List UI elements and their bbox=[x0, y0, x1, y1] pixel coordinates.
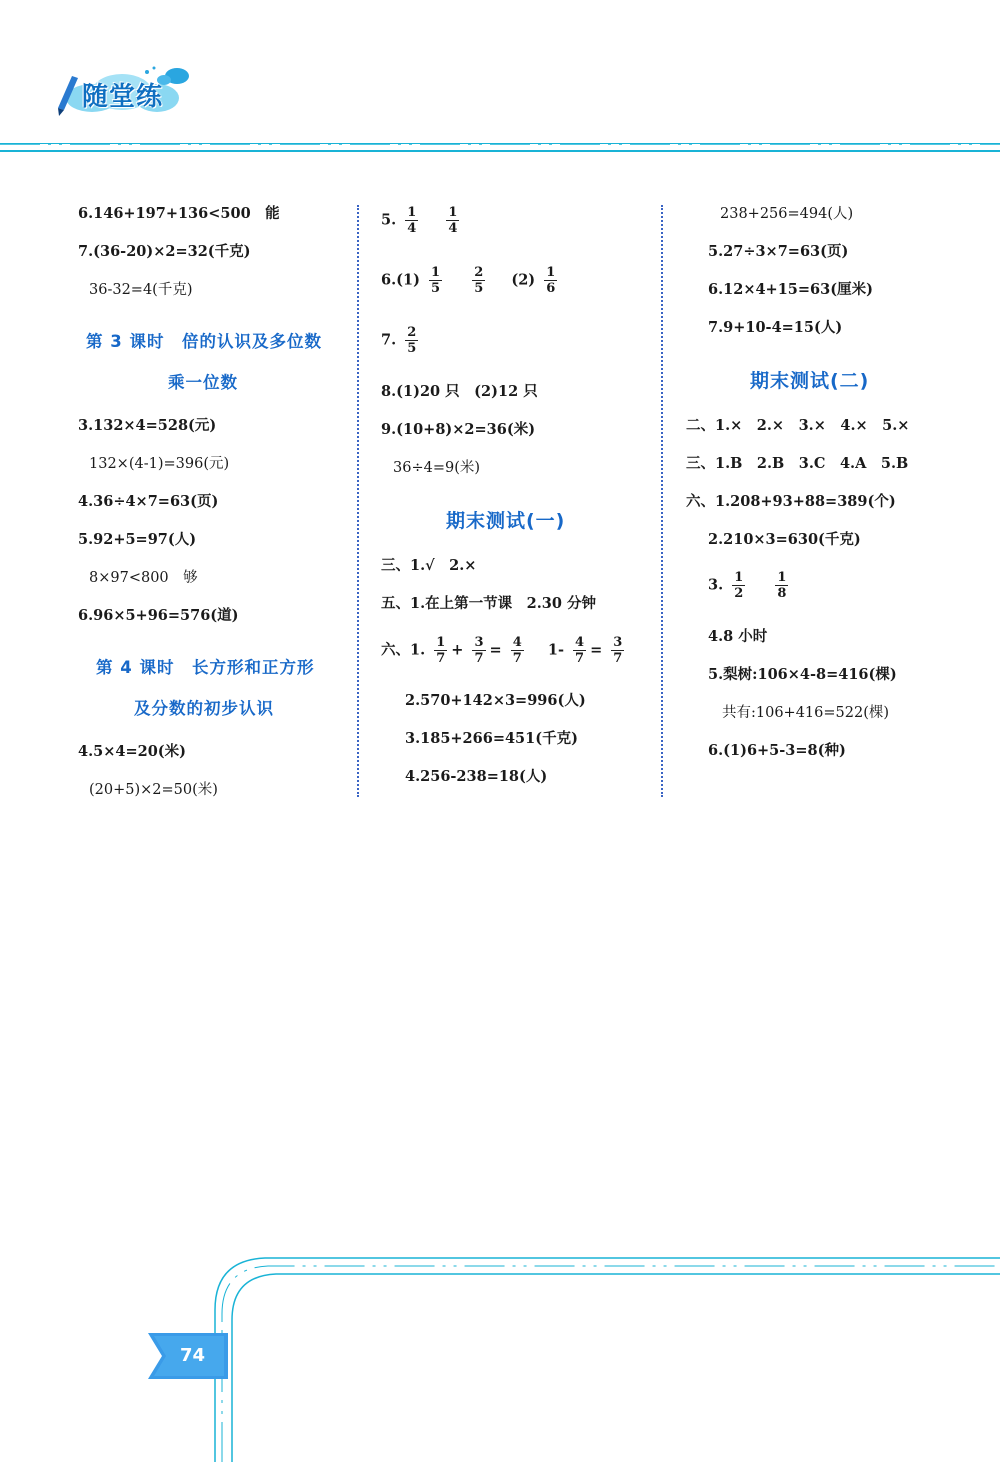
page-number: 74 bbox=[180, 1345, 206, 1366]
answer-line-fractions: 六、1. $\frac{1}{7}$ + $\frac{3}{7}$ = $\frac{4}{7}$ 1- $\frac{4}{7}$ = $\frac{3}{7}$ bbox=[381, 635, 623, 666]
logo-text: 随堂练 bbox=[82, 82, 164, 112]
answer-line: 共有:106+416=522(棵) bbox=[722, 705, 890, 721]
answer-line: 6.96×5+96=576(道) bbox=[78, 607, 239, 624]
answer-line: 3.185+266=451(千克) bbox=[405, 730, 578, 747]
section-title-lesson-3-cont: 乘一位数 bbox=[168, 373, 238, 392]
answer-line: 三、1.√ 2.× bbox=[381, 557, 477, 574]
answer-line: 2.210×3=630(千克) bbox=[708, 531, 861, 548]
answer-line: 3.132×4=528(元) bbox=[78, 417, 217, 434]
answer-line: 36-32=4(千克) bbox=[89, 282, 193, 298]
answer-line: (20+5)×2=50(米) bbox=[89, 782, 218, 798]
answer-line-fractions: 5. $\frac{1}{4}$ $\frac{1}{4}$ bbox=[381, 205, 458, 236]
answer-line: 二、1.× 2.× 3.× 4.× 5.× bbox=[686, 417, 910, 434]
answer-line: 4.256-238=18(人) bbox=[405, 768, 548, 785]
answer-line: 三、1.B 2.B 3.C 4.A 5.B bbox=[686, 455, 909, 472]
answer-line: 5.92+5=97(人) bbox=[78, 531, 197, 548]
answer-line: 8.(1)20 只 (2)12 只 bbox=[381, 383, 538, 400]
answer-line: 5.梨树:106×4-8=416(棵) bbox=[708, 666, 897, 683]
answer-line: 6.146+197+136<500 能 bbox=[78, 205, 280, 222]
section-title-lesson-3: 第 3 课时 倍的认识及多位数 bbox=[86, 332, 322, 351]
answer-line: 132×(4-1)=396(元) bbox=[89, 456, 230, 472]
answer-line: 5.27÷3×7=63(页) bbox=[708, 243, 849, 260]
column-divider-2 bbox=[661, 205, 663, 797]
answer-line-fractions: 3. $\frac{1}{2}$ $\frac{1}{8}$ bbox=[708, 570, 787, 601]
answer-line: 6.12×4+15=63(厘米) bbox=[708, 281, 873, 298]
answer-line: 8×97<800 够 bbox=[89, 570, 198, 586]
answer-line: 4.36÷4×7=63(页) bbox=[78, 493, 219, 510]
answer-line: 9.(10+8)×2=36(米) bbox=[381, 421, 536, 438]
answer-line: 2.570+142×3=996(人) bbox=[405, 692, 586, 709]
answer-line: 五、1.在上第一节课 2.30 分钟 bbox=[381, 595, 596, 612]
answer-line: 7.(36-20)×2=32(千克) bbox=[78, 243, 251, 260]
answer-line: 6.(1)6+5-3=8(种) bbox=[708, 742, 846, 759]
answer-line: 六、1.208+93+88=389(个) bbox=[686, 493, 896, 510]
answer-line-fractions: 6.(1) $\frac{1}{5}$ $\frac{2}{5}$ (2) $\frac{1}{6}$ bbox=[381, 265, 556, 296]
column-divider-1 bbox=[357, 205, 359, 797]
answer-line-fractions: 7. $\frac{2}{5}$ bbox=[381, 325, 417, 356]
answer-line: 36÷4=9(米) bbox=[393, 460, 481, 476]
section-title-lesson-4: 第 4 课时 长方形和正方形 bbox=[96, 658, 315, 677]
answer-line: 238+256=494(人) bbox=[720, 206, 854, 222]
section-title-lesson-4-cont: 及分数的初步认识 bbox=[134, 699, 274, 718]
answer-line: 7.9+10-4=15(人) bbox=[708, 319, 843, 336]
header-dashes bbox=[0, 136, 1000, 156]
answer-line: 4.5×4=20(米) bbox=[78, 743, 187, 760]
section-title-final-test-2: 期末测试(二) bbox=[750, 370, 870, 392]
answer-line: 4.8 小时 bbox=[708, 628, 768, 645]
section-title-final-test-1: 期末测试(一) bbox=[446, 510, 566, 532]
